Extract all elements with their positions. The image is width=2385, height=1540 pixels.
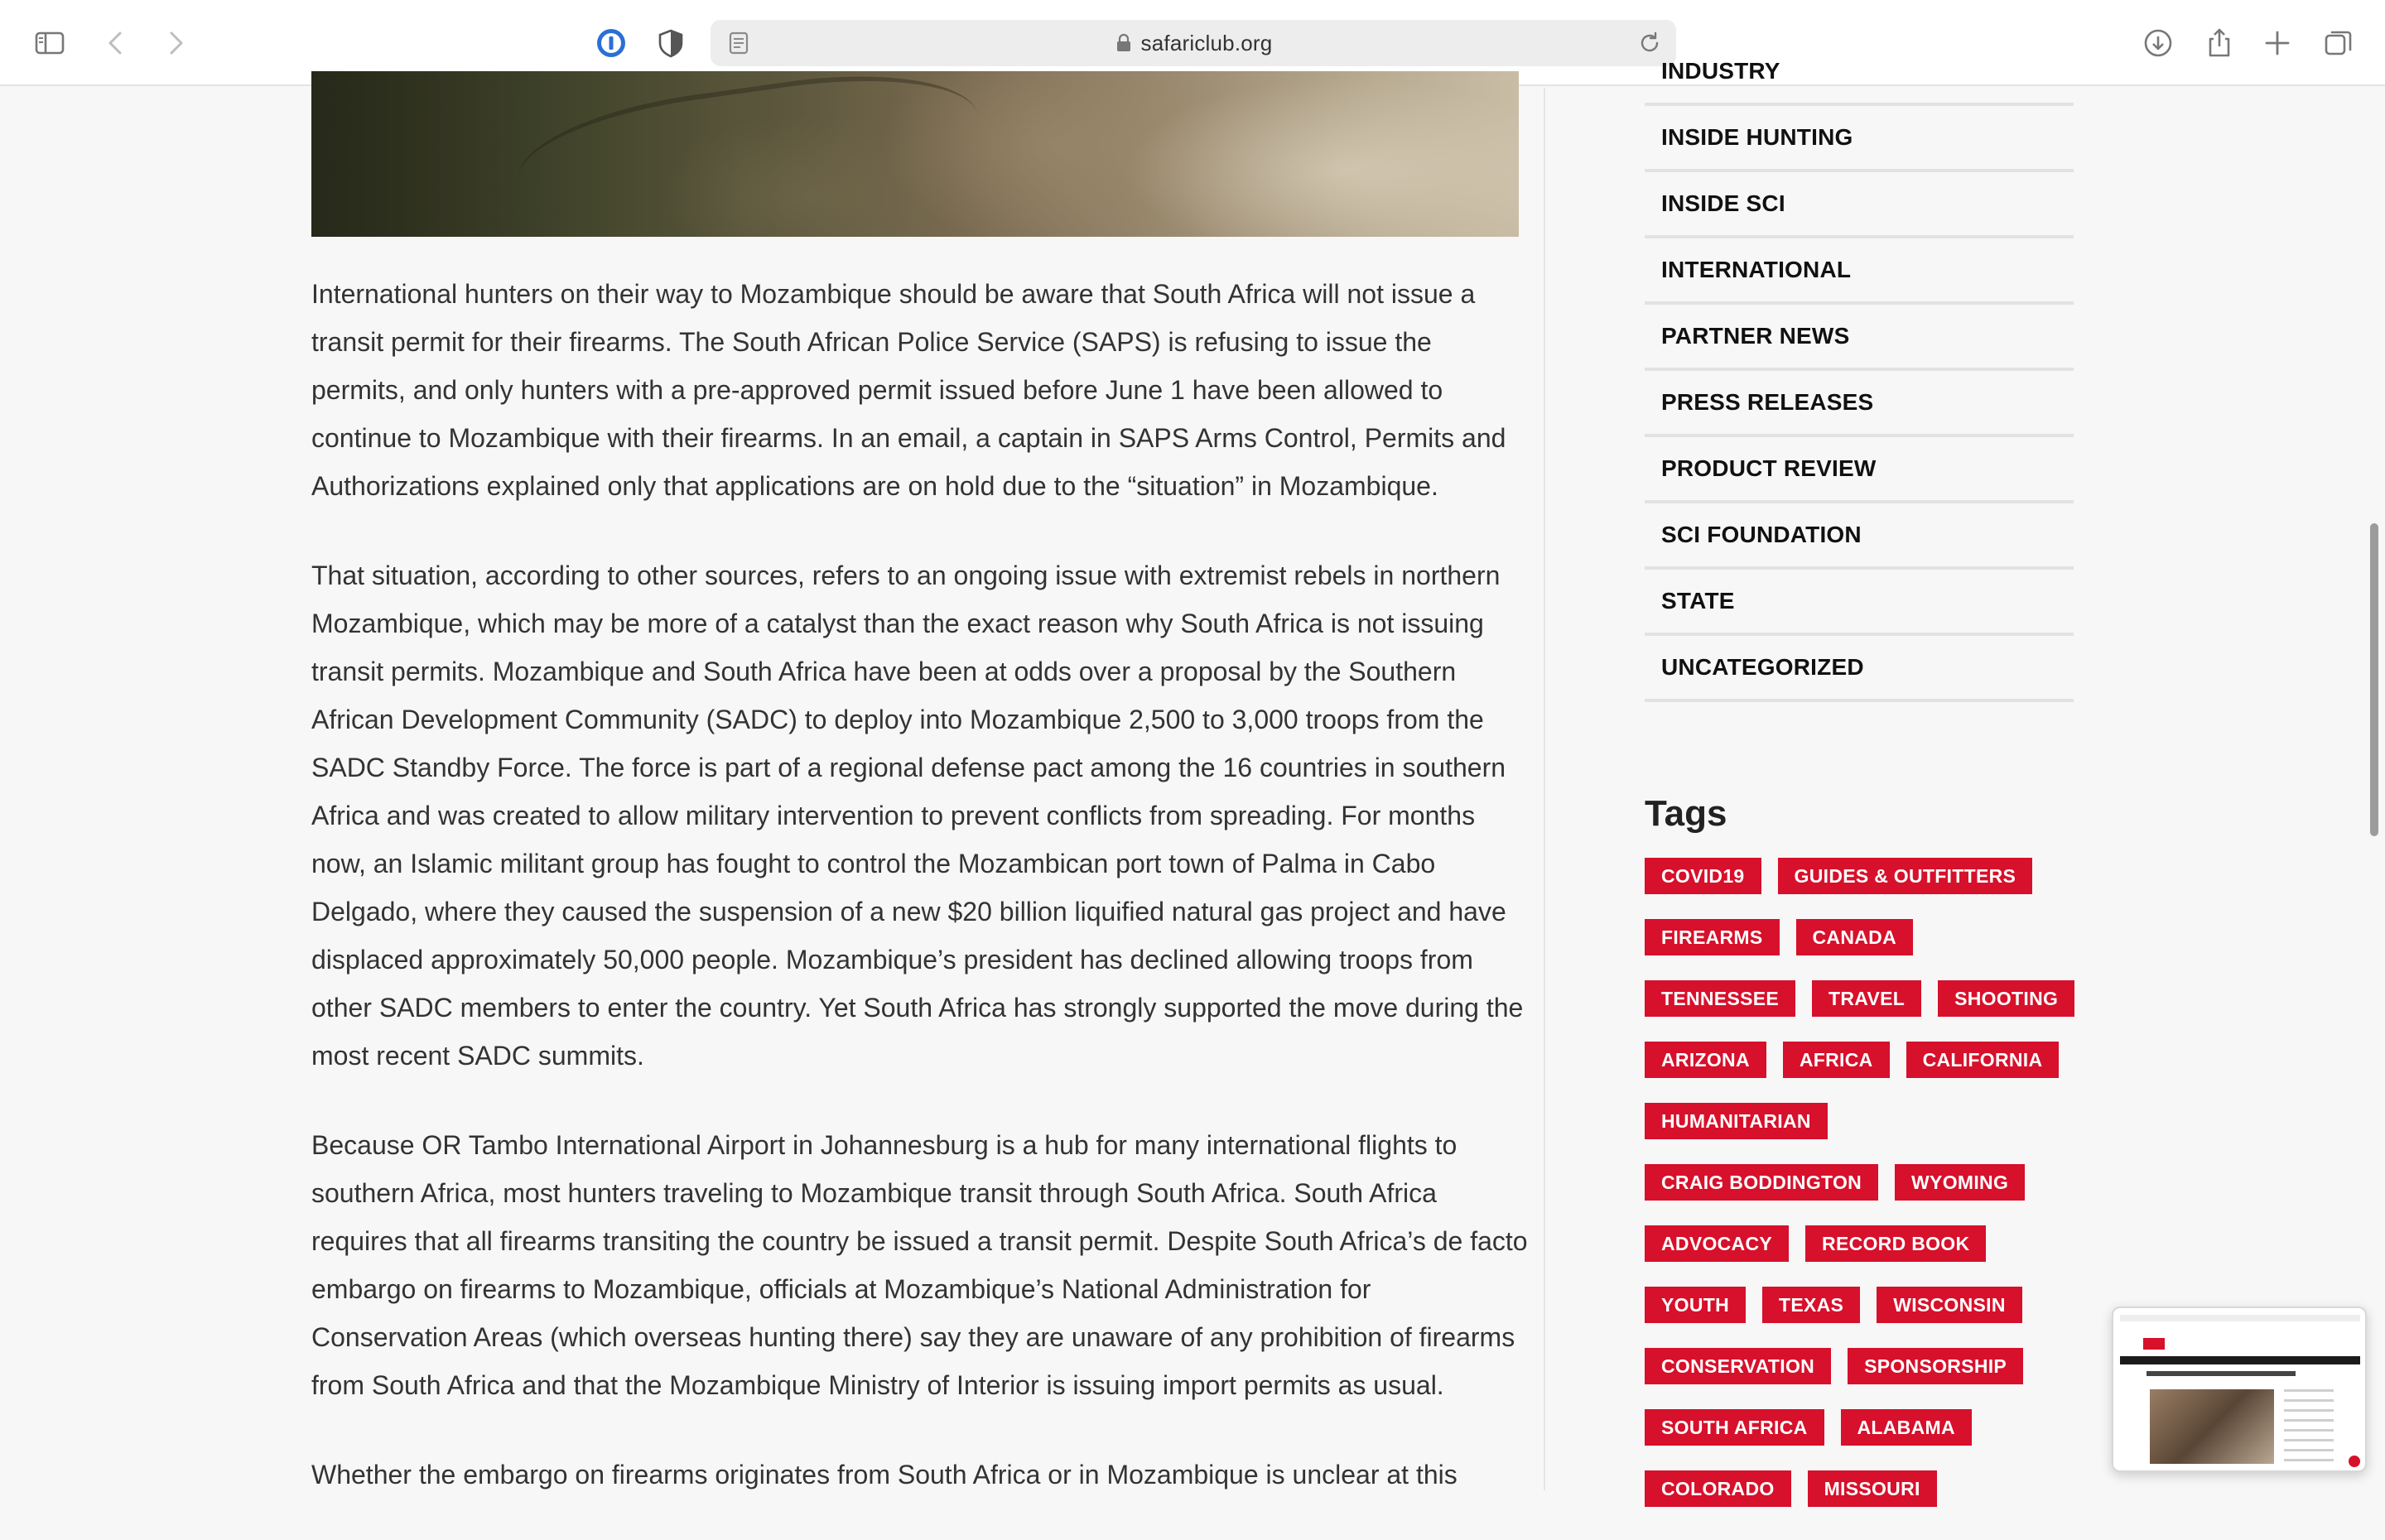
tag-link[interactable]: ARIZONA <box>1645 1042 1766 1078</box>
tag-cloud <box>1645 858 2075 1507</box>
download-icon[interactable] <box>2140 25 2176 61</box>
category-link[interactable]: SCI FOUNDATION <box>1645 503 2074 570</box>
forward-icon[interactable] <box>157 25 194 61</box>
back-icon[interactable] <box>98 25 134 61</box>
sidebar-toggle-icon[interactable] <box>31 25 68 61</box>
category-link[interactable]: STATE <box>1645 570 2074 636</box>
tag-link[interactable]: AFRICA <box>1783 1042 1890 1078</box>
tag-link[interactable]: SOUTH AFRICA <box>1645 1409 1824 1446</box>
reader-icon[interactable] <box>725 30 752 56</box>
page-thumbnail-preview[interactable] <box>2112 1307 2367 1472</box>
tag-link[interactable]: TRAVEL <box>1812 980 1921 1017</box>
web-page <box>0 58 2385 1499</box>
tag-link[interactable]: COLORADO <box>1645 1470 1791 1507</box>
sidebar-categories <box>1645 40 2074 702</box>
tag-link[interactable]: RECORD BOOK <box>1805 1225 1986 1262</box>
tag-link[interactable]: CONSERVATION <box>1645 1348 1831 1384</box>
tag-link[interactable]: ADVOCACY <box>1645 1225 1789 1262</box>
article-hero-image <box>311 71 1519 237</box>
tag-link[interactable]: SHOOTING <box>1938 980 2074 1017</box>
share-icon[interactable] <box>2201 25 2238 61</box>
page-scrollbar[interactable] <box>2370 523 2378 836</box>
category-link[interactable]: INSIDE HUNTING <box>1645 106 2074 172</box>
privacy-shield-icon[interactable] <box>653 25 689 61</box>
tab-overview-icon[interactable] <box>2320 25 2357 61</box>
url-text: safariclub.org <box>1140 30 1273 55</box>
category-link[interactable]: PARTNER NEWS <box>1645 305 2074 371</box>
tag-link[interactable]: FIREARMS <box>1645 919 1780 955</box>
tag-link[interactable]: CRAIG BODDINGTON <box>1645 1164 1878 1201</box>
tag-link[interactable]: TENNESSEE <box>1645 980 1795 1017</box>
tag-link[interactable]: GUIDES & OUTFITTERS <box>1778 858 2033 894</box>
tag-link[interactable]: WYOMING <box>1895 1164 2025 1201</box>
tag-link[interactable]: WISCONSIN <box>1877 1287 2022 1323</box>
category-link[interactable]: INSIDE SCI <box>1645 172 2074 238</box>
tag-link[interactable]: TEXAS <box>1762 1287 1860 1323</box>
category-link[interactable]: PRESS RELEASES <box>1645 371 2074 437</box>
article-paragraph: Whether the embargo on firearms originates from South Africa or in Mozambique is unclear at this <box>311 1460 1458 1489</box>
tag-link[interactable]: SPONSORSHIP <box>1848 1348 2023 1384</box>
tag-link[interactable]: CANADA <box>1796 919 1913 955</box>
tag-link[interactable]: MISSOURI <box>1808 1470 1937 1507</box>
category-link[interactable]: PRODUCT REVIEW <box>1645 437 2074 503</box>
column-divider <box>1544 88 1545 1490</box>
tag-link[interactable]: CALIFORNIA <box>1906 1042 2060 1078</box>
category-link[interactable]: INTERNATIONAL <box>1645 238 2074 305</box>
tag-link[interactable]: COVID19 <box>1645 858 1761 894</box>
article-paragraph: Because OR Tambo International Airport in Johannesburg is a hub for many international flights to southern Africa, most hunters traveling to Mozambique transit through South Africa. South Africa requires that all firearms transiting the country be issued a transit permit. Despite South Africa’s de facto embargo on firearms to Mozambique, officials at Mozambique’s National Administration for Conservation Areas (which overseas hunting there) say they are unaware of any prohibition of firearms from South Africa and that the Mozambique Ministry of Interior is issuing import permits as usual. <box>311 1130 1528 1400</box>
new-tab-icon[interactable] <box>2259 25 2296 61</box>
article-paragraph: That situation, according to other sources, refers to an ongoing issue with extremist rebels in northern Mozambique, which may be more of a catalyst than the exact reason why South Africa is not issuing transit permits. Mozambique and South Africa have been at odds over a proposal by the Southern African Development Community (SADC) to deploy into Mozambique 2,500 to 3,000 troops from the SADC Standby Force. The force is part of a regional defense pact among the 16 countries in southern Africa and was created to allow military intervention to prevent conflicts from spreading. For months now, an Islamic militant group has fought to control the Mozambican port town of Palma in Cabo Delgado, where they caused the suspension of a new $20 billion liquified natural gas project and have displaced approximately 50,000 people. Mozambique’s president has declined allowing troops from other SADC members to enter the country. Yet South Africa has strongly supported the move during the most recent SADC summits. <box>311 561 1524 1071</box>
address-bar[interactable] <box>711 20 1676 66</box>
article-body <box>311 270 1529 1540</box>
password-manager-icon[interactable] <box>593 25 629 61</box>
tag-link[interactable]: HUMANITARIAN <box>1645 1103 1828 1139</box>
tag-link[interactable]: ALABAMA <box>1841 1409 1972 1446</box>
category-link[interactable]: UNCATEGORIZED <box>1645 636 2074 702</box>
article-paragraph: International hunters on their way to Mozambique should be aware that South Africa will not issue a transit permit for their firearms. The South African Police Service (SAPS) is refusing to issue the permits, and only hunters with a pre-approved permit issued before June 1 have been allowed to continue to Mozambique with their firearms. In an email, a captain in SAPS Arms Control, Permits and Authorizations explained only that applications are on hold due to the “situation” in Mozambique. <box>311 279 1506 501</box>
category-link[interactable]: INDUSTRY <box>1645 40 2074 106</box>
lock-icon <box>1115 33 1133 53</box>
tags-heading: Tags <box>1645 793 1727 834</box>
tag-link[interactable]: YOUTH <box>1645 1287 1746 1323</box>
